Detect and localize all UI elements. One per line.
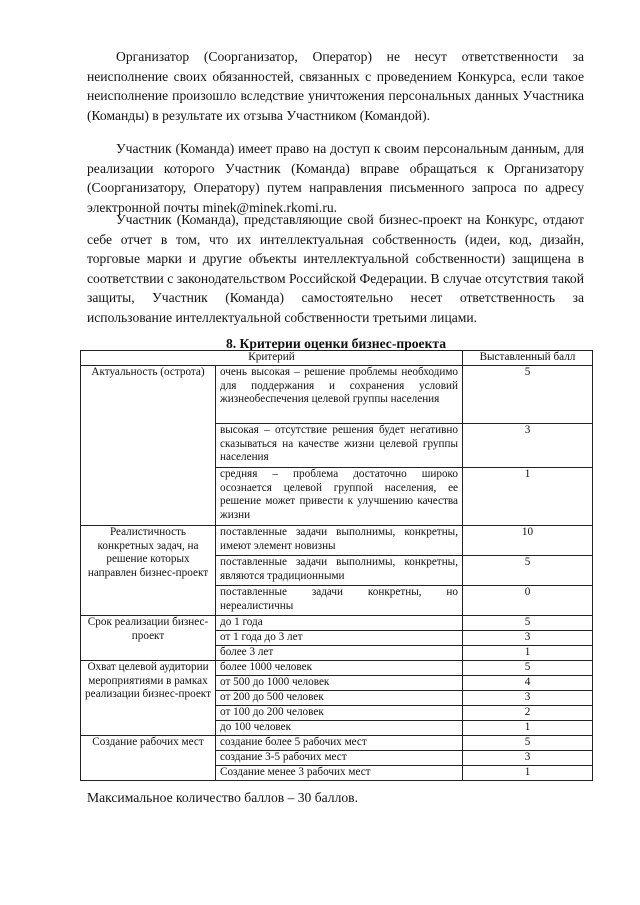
criterion-score: 3 [463, 691, 593, 706]
criterion-name: Охват целевой аудитории мероприятиями в рамках реализации бизнес-проект [81, 661, 216, 736]
criteria-table-body [81, 366, 593, 781]
criterion-score: 5 [463, 556, 593, 586]
table-row [81, 366, 593, 424]
paragraph-intellectual-property: Участник (Команда), представляющие свой бизнес-проект на Конкурс, отдают себе отчет в том, что их интеллектуальная собственность (идеи, код, дизайн, торговые марки и другие объекты интеллектуальной собственности) защищена в соответствии с законодательством Российской Федерации. В случае отсутствия такой защиты, Участник (Команда) самостоятельно несет ответственность за использование интеллектуальной собственности третьими лицами. [87, 212, 584, 325]
criterion-level: от 200 до 500 человек [216, 691, 463, 706]
criterion-level: поставленные задачи выполнимы, конкретны, являются традиционными [216, 556, 463, 586]
criterion-score: 5 [463, 736, 593, 751]
criterion-name: Актуальность (острота) [81, 366, 216, 526]
table-row [81, 526, 593, 556]
criterion-score: 3 [463, 424, 593, 468]
criterion-score: 4 [463, 676, 593, 691]
header-score: Выставленный балл [463, 351, 593, 366]
paragraph-data-access: Участник (Команда) имеет право на доступ к своим персональным данным, для реализации которого Участник (Команда) вправе обращаться к Организатору (Соорганизатору, Оператору) путем направления письменного запроса по адресу электронной почты minek@minek.rkomi.ru. [87, 141, 584, 215]
criterion-level: очень высокая – решение проблемы необходимо для поддержания и сохранения условий жизнеобеспечения целевой группы населения [216, 366, 463, 424]
criterion-score: 1 [463, 721, 593, 736]
criterion-level: высокая – отсутствие решения будет негативно сказываться на качестве жизни целевой группы населения [216, 424, 463, 468]
paragraph-responsibility: Организатор (Соорганизатор, Оператор) не несут ответственности за неисполнение своих обязанностей, связанных с проведением Конкурса, если такое неисполнение произошло вследствие уничтожения персональных данных Участника (Команды) в результате их отзыва Участником (Командой). [87, 49, 584, 123]
criterion-level: создание 3-5 рабочих мест [216, 751, 463, 766]
criterion-score: 3 [463, 751, 593, 766]
criterion-score: 2 [463, 706, 593, 721]
criterion-level: более 3 лет [216, 646, 463, 661]
criterion-level: от 500 до 1000 человек [216, 676, 463, 691]
criterion-level: от 100 до 200 человек [216, 706, 463, 721]
criterion-score: 5 [463, 616, 593, 631]
criteria-table [80, 350, 593, 781]
criterion-score: 5 [463, 661, 593, 676]
criterion-level: средняя – проблема достаточно широко осознается целевой группой населения, ее решение может привести к улучшению качества жизни [216, 468, 463, 526]
criterion-level: поставленные задачи выполнимы, конкретны, имеют элемент новизны [216, 526, 463, 556]
criterion-score: 5 [463, 366, 593, 424]
table-header-row [81, 351, 593, 366]
criterion-score: 1 [463, 766, 593, 781]
criterion-score: 0 [463, 586, 593, 616]
max-score-note: Максимальное количество баллов – 30 баллов. [87, 790, 358, 805]
criterion-score: 3 [463, 631, 593, 646]
criterion-name: Реалистичность конкретных задач, на решение которых направлен бизнес-проект [81, 526, 216, 616]
table-row [81, 736, 593, 751]
criterion-score: 1 [463, 646, 593, 661]
criterion-level: поставленные задачи конкретны, но нереалистичны [216, 586, 463, 616]
criterion-name: Создание рабочих мест [81, 736, 216, 781]
criterion-score: 1 [463, 468, 593, 526]
section-title: 8. Критерии оценки бизнес-проекта [225, 336, 447, 351]
table-row [81, 616, 593, 631]
criterion-name: Срок реализации бизнес-проект [81, 616, 216, 661]
criterion-level: от 1 года до 3 лет [216, 631, 463, 646]
criterion-level: создание более 5 рабочих мест [216, 736, 463, 751]
header-criteria: Критерий [81, 351, 463, 366]
criterion-level: Создание менее 3 рабочих мест [216, 766, 463, 781]
criterion-level: до 1 года [216, 616, 463, 631]
table-row [81, 661, 593, 676]
criterion-score: 10 [463, 526, 593, 556]
criterion-level: до 100 человек [216, 721, 463, 736]
criterion-level: более 1000 человек [216, 661, 463, 676]
